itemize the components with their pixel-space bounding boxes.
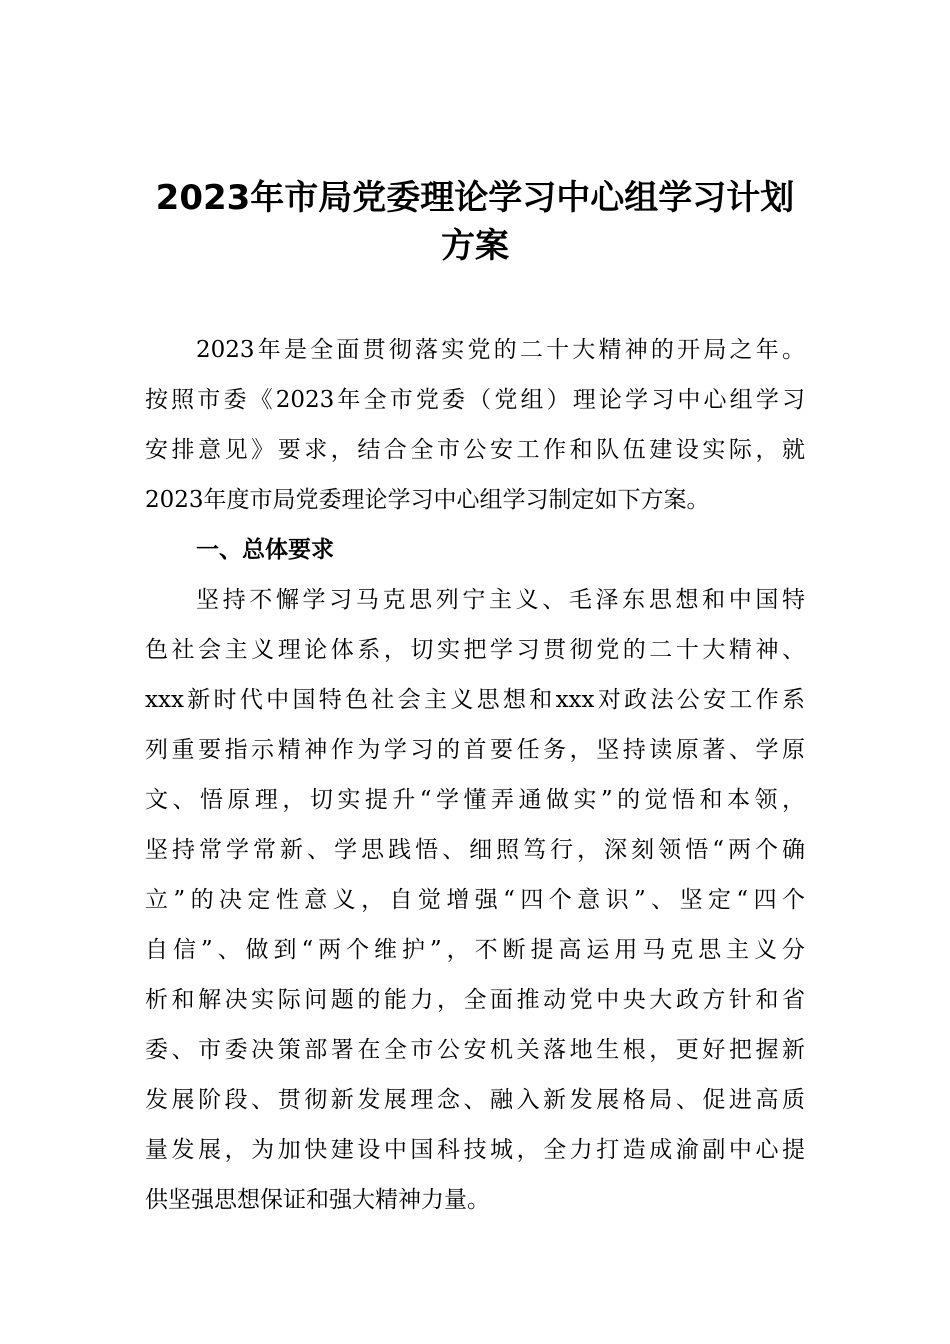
body-line: 发展阶段、贯彻新发展理念、融入新发展格局、促进高质	[145, 1087, 805, 1113]
body-line: 析和解决实际问题的能力，全面推动党中央大政方针和省	[145, 987, 805, 1013]
body-line: 文、悟原理，切实提升“学懂弄通做实”的觉悟和本领，	[145, 787, 805, 813]
intro-line: 2023年度市局党委理论学习中心组学习制定如下方案。	[145, 487, 710, 513]
body-line: 委、市委决策部署在全市公安机关落地生根，更好把握新	[145, 1037, 805, 1063]
body-line: 量发展，为加快建设中国科技城，全力打造成渝副中心提	[145, 1137, 805, 1163]
body-line: 立”的决定性意义，自觉增强“四个意识”、坚定“四个	[145, 887, 805, 913]
body-line: 坚持不懈学习马克思列宁主义、毛泽东思想和中国特	[196, 587, 805, 613]
body-line: 自信”、做到“两个维护”，不断提高运用马克思主义分	[145, 937, 805, 963]
intro-line: 按照市委《2023年全市党委（党组）理论学习中心组学习	[145, 387, 805, 413]
body-line: 供坚强思想保证和强大精神力量。	[145, 1187, 490, 1213]
intro-line: 2023年是全面贯彻落实党的二十大精神的开局之年。	[196, 337, 805, 363]
body-line: 坚持常学常新、学思践悟、细照笃行，深刻领悟“两个确	[145, 837, 805, 863]
section-heading: 一、总体要求	[196, 537, 334, 563]
body-line: 色社会主义理论体系，切实把学习贯彻党的二十大精神、	[145, 637, 805, 663]
document-title-line-2: 方案	[441, 226, 509, 266]
intro-line: 安排意见》要求，结合全市公安工作和队伍建设实际，就	[145, 437, 805, 463]
document-title-line-1: 2023年市局党委理论学习中心组学习计划	[155, 178, 795, 218]
body-line: 列重要指示精神作为学习的首要任务，坚持读原著、学原	[145, 737, 805, 763]
body-line: xxx新时代中国特色社会主义思想和xxx对政法公安工作系	[145, 687, 805, 713]
